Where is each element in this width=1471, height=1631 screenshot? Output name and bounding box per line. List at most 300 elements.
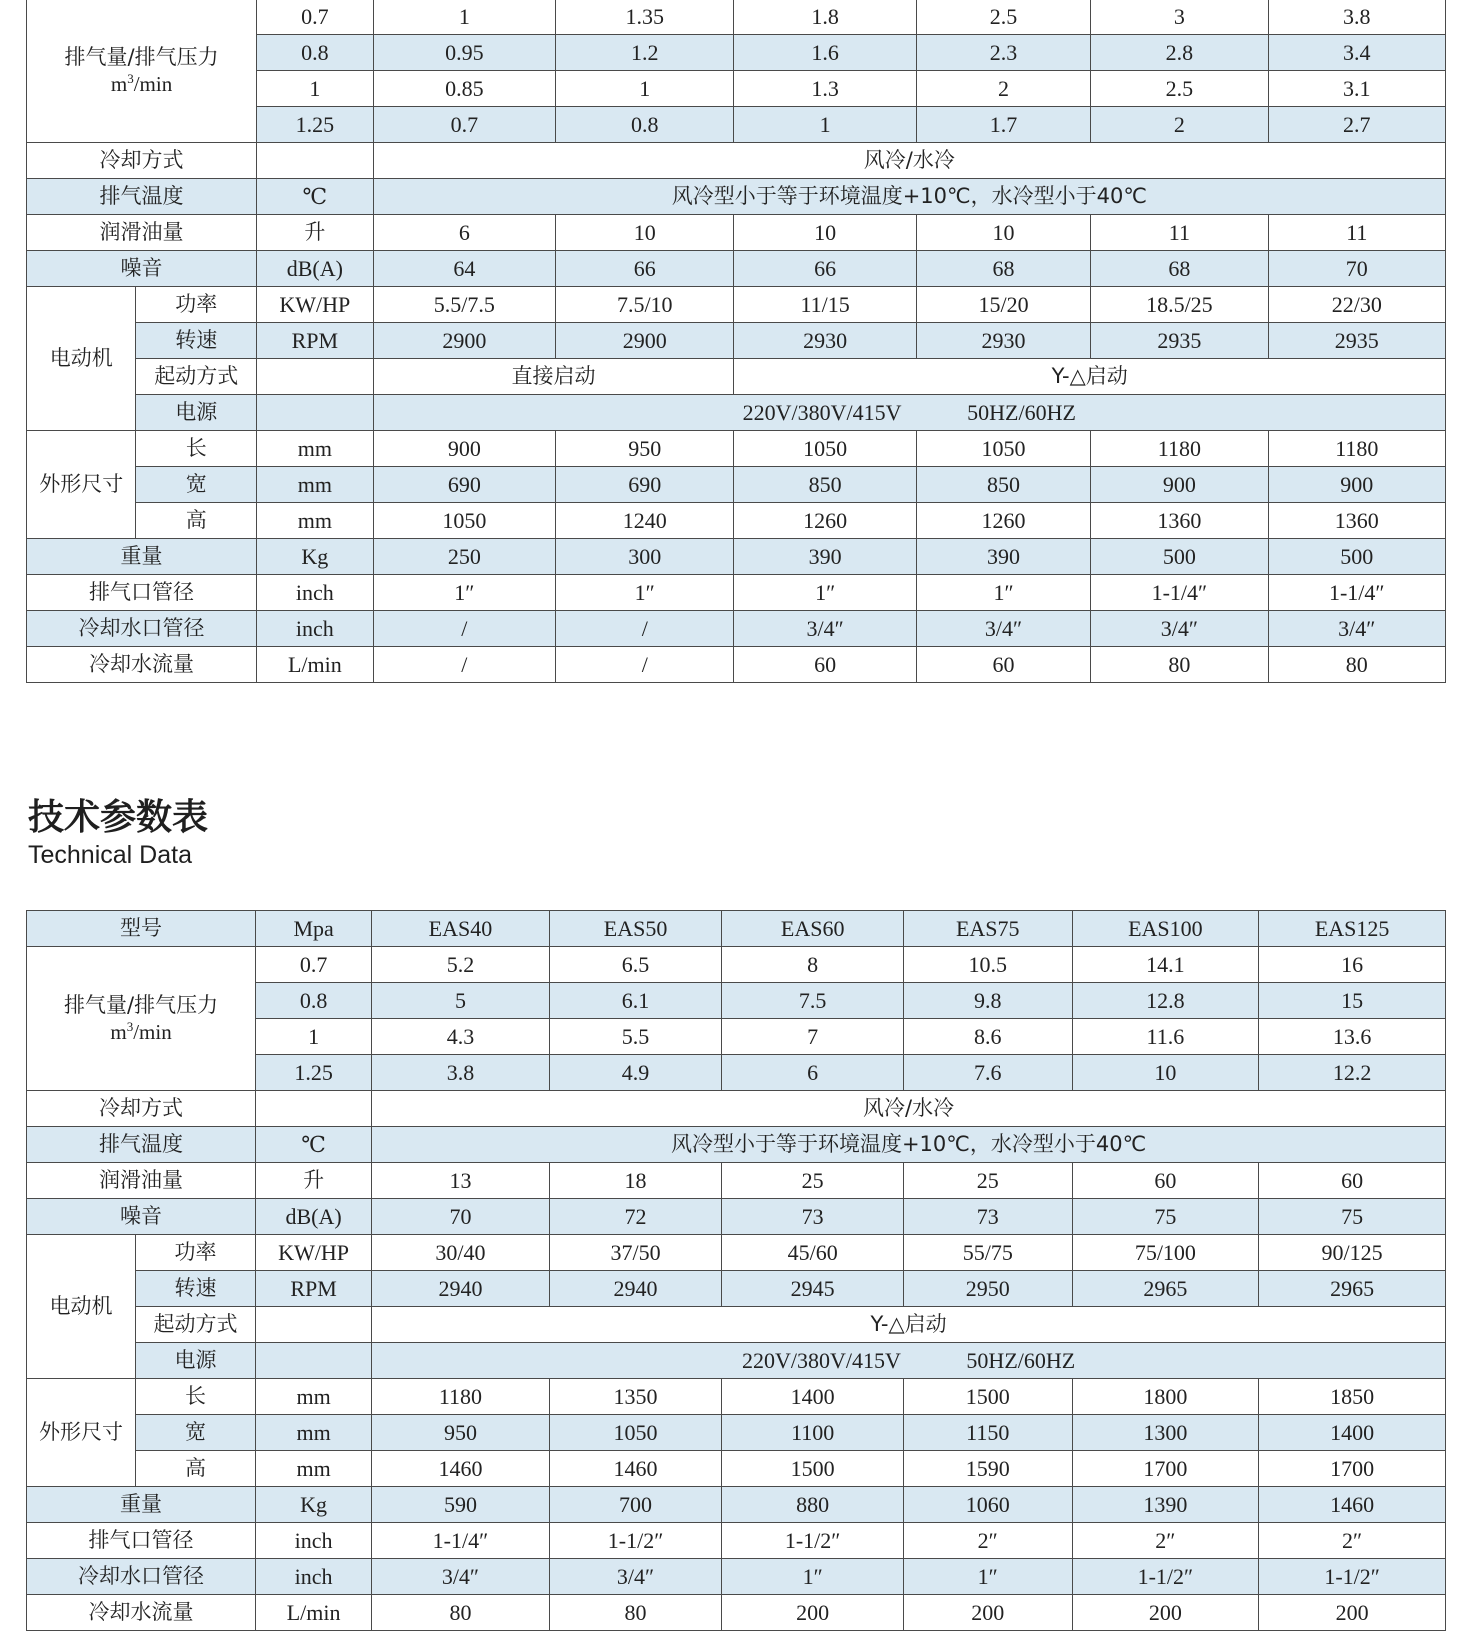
- value-cell: 1850: [1259, 1379, 1446, 1415]
- value-cell: 1-1/2″: [549, 1523, 722, 1559]
- value-cell: 45/60: [722, 1235, 904, 1271]
- value-cell: 3.1: [1268, 71, 1445, 107]
- value-cell: 0.7: [373, 107, 555, 143]
- value-cell: 2: [1091, 107, 1268, 143]
- value-cell: 70: [1268, 251, 1445, 287]
- value-cell: 1″: [722, 1559, 904, 1595]
- value-cell: 13: [372, 1163, 550, 1199]
- value-cell: 250: [373, 539, 555, 575]
- value-cell: 1350: [549, 1379, 722, 1415]
- air-delivery-label: 排气量/排气压力 $m^3/\min$: [27, 947, 256, 1091]
- power-label: 功率: [136, 287, 257, 323]
- value-cell: 590: [372, 1487, 550, 1523]
- speed-label: 转速: [135, 1271, 255, 1307]
- spec-table-2: [26, 910, 1446, 1631]
- value-cell: 1240: [556, 503, 734, 539]
- start-yd-value: Y-△启动: [734, 359, 1446, 395]
- value-cell: 2900: [556, 323, 734, 359]
- t2-speed-row: [27, 1271, 1446, 1307]
- cooling-value: 风冷/水冷: [373, 143, 1445, 179]
- cooling-label: 冷却方式: [27, 1091, 256, 1127]
- value-cell: 1-1/4″: [1268, 575, 1445, 611]
- value-cell: 300: [556, 539, 734, 575]
- value-cell: 1.6: [734, 35, 916, 71]
- value-cell: 14.1: [1072, 947, 1259, 983]
- unit-cell: [256, 1343, 372, 1379]
- value-cell: 66: [556, 251, 734, 287]
- value-cell: 1390: [1072, 1487, 1259, 1523]
- value-cell: 900: [1268, 467, 1445, 503]
- value-cell: 5.5/7.5: [373, 287, 555, 323]
- unit-cell: mm: [257, 431, 374, 467]
- value-cell: 880: [722, 1487, 904, 1523]
- temp-label: 排气温度: [27, 179, 257, 215]
- value-cell: 7: [722, 1019, 904, 1055]
- value-cell: 1180: [372, 1379, 550, 1415]
- water-inlet-label: 冷却水口管径: [27, 611, 257, 647]
- air-delivery-label: 排气量/排气压力 $m^3/\min$: [27, 0, 257, 143]
- spec-table-1: [26, 0, 1446, 683]
- oil-label: 润滑油量: [27, 215, 257, 251]
- section-heading: [28, 796, 208, 870]
- value-cell: 1500: [904, 1379, 1073, 1415]
- value-cell: 1-1/4″: [372, 1523, 550, 1559]
- value-cell: 1″: [734, 575, 916, 611]
- value-cell: 5.2: [372, 947, 550, 983]
- water-flow-label: 冷却水流量: [27, 647, 257, 683]
- value-cell: 18.5/25: [1091, 287, 1268, 323]
- value-cell: 1260: [734, 503, 916, 539]
- value-cell: 25: [904, 1163, 1073, 1199]
- value-cell: 3: [1091, 0, 1268, 35]
- value-cell: 12.8: [1072, 983, 1259, 1019]
- value-cell: 900: [373, 431, 555, 467]
- unit-cell: inch: [257, 611, 374, 647]
- t1-noise-row: [27, 251, 1446, 287]
- value-cell: 2″: [1259, 1523, 1446, 1559]
- value-cell: 6.5: [549, 947, 722, 983]
- value-cell: 390: [734, 539, 916, 575]
- t1-start-row: [27, 359, 1446, 395]
- width-label: 宽: [135, 1415, 255, 1451]
- value-cell: 8: [722, 947, 904, 983]
- unit-cell: [257, 143, 374, 179]
- value-cell: 500: [1268, 539, 1445, 575]
- value-cell: 1050: [916, 431, 1090, 467]
- model-header: EAS40: [372, 911, 550, 947]
- value-cell: 3/4″: [916, 611, 1090, 647]
- value-cell: 37/50: [549, 1235, 722, 1271]
- value-cell: 3/4″: [549, 1559, 722, 1595]
- value-cell: 73: [904, 1199, 1073, 1235]
- value-cell: 75: [1259, 1199, 1446, 1235]
- value-cell: 5: [372, 983, 550, 1019]
- value-cell: 1300: [1072, 1415, 1259, 1451]
- value-cell: 1460: [372, 1451, 550, 1487]
- value-cell: 73: [722, 1199, 904, 1235]
- weight-label: 重量: [27, 539, 257, 575]
- unit-cell: mm: [257, 503, 374, 539]
- value-cell: 2950: [904, 1271, 1073, 1307]
- value-cell: 500: [1091, 539, 1268, 575]
- width-label: 宽: [136, 467, 257, 503]
- value-cell: 2940: [372, 1271, 550, 1307]
- value-cell: 2.3: [916, 35, 1090, 71]
- model-header: EAS125: [1259, 911, 1446, 947]
- value-cell: 8.6: [904, 1019, 1073, 1055]
- value-cell: 950: [556, 431, 734, 467]
- value-cell: 80: [1091, 647, 1268, 683]
- t1-supply-row: [27, 395, 1446, 431]
- unit-cell: dB(A): [257, 251, 374, 287]
- t2-weight-row: [27, 1487, 1446, 1523]
- motor-label: 电动机: [27, 287, 136, 431]
- value-cell: 1.35: [556, 0, 734, 35]
- value-cell: 6: [373, 215, 555, 251]
- value-cell: 2.5: [916, 0, 1090, 35]
- unit-cell: 升: [257, 215, 374, 251]
- temp-value: 风冷型小于等于环境温度+10℃，水冷型小于40℃: [373, 179, 1445, 215]
- pressure-cell: 0.8: [257, 35, 374, 71]
- t2-noise-row: [27, 1199, 1446, 1235]
- value-cell: 1180: [1091, 431, 1268, 467]
- value-cell: 10: [916, 215, 1090, 251]
- value-cell: 80: [549, 1595, 722, 1631]
- dims-label: 外形尺寸: [27, 431, 136, 539]
- value-cell: 12.2: [1259, 1055, 1446, 1091]
- unit-cell: mm: [256, 1379, 372, 1415]
- value-cell: 1150: [904, 1415, 1073, 1451]
- unit-cell: KW/HP: [257, 287, 374, 323]
- value-cell: 15: [1259, 983, 1446, 1019]
- value-cell: 4.9: [549, 1055, 722, 1091]
- t2-height-row: [27, 1451, 1446, 1487]
- value-cell: 2: [916, 71, 1090, 107]
- value-cell: 1100: [722, 1415, 904, 1451]
- value-cell: 700: [549, 1487, 722, 1523]
- value-cell: 1-1/2″: [722, 1523, 904, 1559]
- value-cell: 7.5: [722, 983, 904, 1019]
- value-cell: /: [373, 611, 555, 647]
- value-cell: 1-1/4″: [1091, 575, 1268, 611]
- value-cell: 2965: [1259, 1271, 1446, 1307]
- value-cell: 1.8: [734, 0, 916, 35]
- value-cell: 3.8: [1268, 0, 1445, 35]
- water-inlet-label: 冷却水口管径: [27, 1559, 256, 1595]
- t2-start-row: [27, 1307, 1446, 1343]
- value-cell: 1.2: [556, 35, 734, 71]
- value-cell: 90/125: [1259, 1235, 1446, 1271]
- water-flow-label: 冷却水流量: [27, 1595, 256, 1631]
- value-cell: 1060: [904, 1487, 1073, 1523]
- value-cell: 10: [734, 215, 916, 251]
- pressure-cell: 1.25: [256, 1055, 372, 1091]
- value-cell: 60: [916, 647, 1090, 683]
- value-cell: 1360: [1268, 503, 1445, 539]
- value-cell: 1700: [1259, 1451, 1446, 1487]
- value-cell: 60: [734, 647, 916, 683]
- value-cell: 68: [916, 251, 1090, 287]
- t1-height-row: [27, 503, 1446, 539]
- pressure-cell: 0.8: [256, 983, 372, 1019]
- start-direct-value: 直接启动: [373, 359, 734, 395]
- value-cell: 1.7: [916, 107, 1090, 143]
- heading-title-zh: 技术参数表: [28, 797, 209, 838]
- supply-value: 220V/380V/415V 50HZ/60HZ: [372, 1343, 1446, 1379]
- value-cell: 16: [1259, 947, 1446, 983]
- start-label: 起动方式: [136, 359, 257, 395]
- value-cell: 3.4: [1268, 35, 1445, 71]
- value-cell: 1050: [373, 503, 555, 539]
- t1-length-row: [27, 431, 1446, 467]
- length-label: 长: [135, 1379, 255, 1415]
- temp-label: 排气温度: [27, 1127, 256, 1163]
- unit-cell: ℃: [257, 179, 374, 215]
- pressure-cell: 0.7: [257, 0, 374, 35]
- model-header: EAS100: [1072, 911, 1259, 947]
- speed-label: 转速: [136, 323, 257, 359]
- model-header: EAS50: [549, 911, 722, 947]
- unit-cell: RPM: [257, 323, 374, 359]
- outlet-label: 排气口管径: [27, 575, 257, 611]
- value-cell: 1050: [734, 431, 916, 467]
- value-cell: 1″: [916, 575, 1090, 611]
- value-cell: 10: [556, 215, 734, 251]
- value-cell: 1590: [904, 1451, 1073, 1487]
- value-cell: 60: [1259, 1163, 1446, 1199]
- t2-flow-row-1: [27, 947, 1446, 983]
- value-cell: 7.6: [904, 1055, 1073, 1091]
- value-cell: 2″: [1072, 1523, 1259, 1559]
- value-cell: 3/4″: [734, 611, 916, 647]
- value-cell: 15/20: [916, 287, 1090, 323]
- value-cell: 66: [734, 251, 916, 287]
- unit-cell: [256, 1091, 372, 1127]
- value-cell: 2940: [549, 1271, 722, 1307]
- value-cell: 1700: [1072, 1451, 1259, 1487]
- value-cell: 1″: [373, 575, 555, 611]
- value-cell: 1400: [1259, 1415, 1446, 1451]
- unit-cell: L/min: [256, 1595, 372, 1631]
- value-cell: 80: [372, 1595, 550, 1631]
- t2-cooling-row: [27, 1091, 1446, 1127]
- value-cell: /: [373, 647, 555, 683]
- unit-cell: mm: [256, 1415, 372, 1451]
- t2-supply-row: [27, 1343, 1446, 1379]
- t1-oil-row: [27, 215, 1446, 251]
- value-cell: 1460: [1259, 1487, 1446, 1523]
- length-label: 长: [136, 431, 257, 467]
- unit-cell: mm: [256, 1451, 372, 1487]
- value-cell: 200: [1259, 1595, 1446, 1631]
- t1-temp-row: [27, 179, 1446, 215]
- value-cell: 3/4″: [1268, 611, 1445, 647]
- model-header: EAS60: [722, 911, 904, 947]
- power-label: 功率: [135, 1235, 255, 1271]
- value-cell: 25: [722, 1163, 904, 1199]
- value-cell: 3/4″: [372, 1559, 550, 1595]
- t1-power-row: [27, 287, 1446, 323]
- model-label: 型号: [27, 911, 256, 947]
- unit-cell: [257, 359, 374, 395]
- value-cell: 5.5: [549, 1019, 722, 1055]
- t2-oil-row: [27, 1163, 1446, 1199]
- pressure-cell: 0.7: [256, 947, 372, 983]
- weight-label: 重量: [27, 1487, 256, 1523]
- value-cell: 75: [1072, 1199, 1259, 1235]
- value-cell: 13.6: [1259, 1019, 1446, 1055]
- t1-weight-row: [27, 539, 1446, 575]
- value-cell: 75/100: [1072, 1235, 1259, 1271]
- value-cell: /: [556, 647, 734, 683]
- value-cell: 200: [722, 1595, 904, 1631]
- value-cell: 72: [549, 1199, 722, 1235]
- unit-cell: Kg: [256, 1487, 372, 1523]
- outlet-label: 排气口管径: [27, 1523, 256, 1559]
- t1-cooling-row: [27, 143, 1446, 179]
- start-label: 起动方式: [135, 1307, 255, 1343]
- value-cell: 2900: [373, 323, 555, 359]
- value-cell: 1800: [1072, 1379, 1259, 1415]
- oil-label: 润滑油量: [27, 1163, 256, 1199]
- value-cell: 1″: [556, 575, 734, 611]
- unit-cell: mm: [257, 467, 374, 503]
- supply-label: 电源: [136, 395, 257, 431]
- value-cell: 1180: [1268, 431, 1445, 467]
- noise-label: 噪音: [27, 1199, 256, 1235]
- t2-width-row: [27, 1415, 1446, 1451]
- cooling-label: 冷却方式: [27, 143, 257, 179]
- heading-title-en: Technical Data: [28, 841, 192, 870]
- t1-width-row: [27, 467, 1446, 503]
- value-cell: 0.95: [373, 35, 555, 71]
- t1-water-inlet-row: [27, 611, 1446, 647]
- value-cell: 1260: [916, 503, 1090, 539]
- unit-cell: RPM: [256, 1271, 372, 1307]
- value-cell: 1: [556, 71, 734, 107]
- value-cell: 1: [734, 107, 916, 143]
- unit-cell: Kg: [257, 539, 374, 575]
- t1-flow-row-1: [27, 0, 1446, 35]
- value-cell: 2.8: [1091, 35, 1268, 71]
- unit-cell: L/min: [257, 647, 374, 683]
- value-cell: 11: [1091, 215, 1268, 251]
- value-cell: 3.8: [372, 1055, 550, 1091]
- value-cell: 200: [1072, 1595, 1259, 1631]
- value-cell: 6: [722, 1055, 904, 1091]
- t2-water-flow-row: [27, 1595, 1446, 1631]
- value-cell: 2935: [1091, 323, 1268, 359]
- value-cell: 0.8: [556, 107, 734, 143]
- t2-outlet-row: [27, 1523, 1446, 1559]
- t1-speed-row: [27, 323, 1446, 359]
- unit-cell: Mpa: [256, 911, 372, 947]
- t2-temp-row: [27, 1127, 1446, 1163]
- value-cell: /: [556, 611, 734, 647]
- value-cell: 30/40: [372, 1235, 550, 1271]
- supply-value: 220V/380V/415V 50HZ/60HZ: [373, 395, 1445, 431]
- t2-water-inlet-row: [27, 1559, 1446, 1595]
- t2-power-row: [27, 1235, 1446, 1271]
- t2-length-row: [27, 1379, 1446, 1415]
- value-cell: 1-1/2″: [1259, 1559, 1446, 1595]
- unit-cell: [257, 395, 374, 431]
- supply-label: 电源: [135, 1343, 255, 1379]
- value-cell: 11/15: [734, 287, 916, 323]
- value-cell: 4.3: [372, 1019, 550, 1055]
- noise-label: 噪音: [27, 251, 257, 287]
- value-cell: 2930: [734, 323, 916, 359]
- value-cell: 7.5/10: [556, 287, 734, 323]
- unit-cell: KW/HP: [256, 1235, 372, 1271]
- value-cell: 390: [916, 539, 1090, 575]
- temp-value: 风冷型小于等于环境温度+10℃，水冷型小于40℃: [372, 1127, 1446, 1163]
- value-cell: 2930: [916, 323, 1090, 359]
- value-cell: 2″: [904, 1523, 1073, 1559]
- unit-cell: 升: [256, 1163, 372, 1199]
- start-yd-value: Y-△启动: [372, 1307, 1446, 1343]
- value-cell: 70: [372, 1199, 550, 1235]
- value-cell: 80: [1268, 647, 1445, 683]
- value-cell: 1460: [549, 1451, 722, 1487]
- value-cell: 850: [916, 467, 1090, 503]
- unit-cell: [256, 1307, 372, 1343]
- value-cell: 9.8: [904, 983, 1073, 1019]
- value-cell: 10.5: [904, 947, 1073, 983]
- t1-water-flow-row: [27, 647, 1446, 683]
- value-cell: 6.1: [549, 983, 722, 1019]
- value-cell: 200: [904, 1595, 1073, 1631]
- unit-cell: ℃: [256, 1127, 372, 1163]
- value-cell: 2965: [1072, 1271, 1259, 1307]
- value-cell: 60: [1072, 1163, 1259, 1199]
- value-cell: 1.3: [734, 71, 916, 107]
- value-cell: 3/4″: [1091, 611, 1268, 647]
- value-cell: 10: [1072, 1055, 1259, 1091]
- value-cell: 22/30: [1268, 287, 1445, 323]
- value-cell: 1: [373, 0, 555, 35]
- value-cell: 690: [556, 467, 734, 503]
- height-label: 高: [136, 503, 257, 539]
- value-cell: 18: [549, 1163, 722, 1199]
- value-cell: 1050: [549, 1415, 722, 1451]
- value-cell: 55/75: [904, 1235, 1073, 1271]
- t2-header-row: [27, 911, 1446, 947]
- pressure-cell: 1: [256, 1019, 372, 1055]
- value-cell: 690: [373, 467, 555, 503]
- unit-cell: dB(A): [256, 1199, 372, 1235]
- t1-outlet-row: [27, 575, 1446, 611]
- model-header: EAS75: [904, 911, 1073, 947]
- value-cell: 2.5: [1091, 71, 1268, 107]
- value-cell: 1500: [722, 1451, 904, 1487]
- value-cell: 2935: [1268, 323, 1445, 359]
- value-cell: 1360: [1091, 503, 1268, 539]
- dims-label: 外形尺寸: [27, 1379, 136, 1487]
- value-cell: 64: [373, 251, 555, 287]
- value-cell: 0.85: [373, 71, 555, 107]
- value-cell: 68: [1091, 251, 1268, 287]
- unit-cell: inch: [257, 575, 374, 611]
- value-cell: 2.7: [1268, 107, 1445, 143]
- pressure-cell: 1.25: [257, 107, 374, 143]
- unit-cell: inch: [256, 1559, 372, 1595]
- value-cell: 1400: [722, 1379, 904, 1415]
- height-label: 高: [135, 1451, 255, 1487]
- motor-label: 电动机: [27, 1235, 136, 1379]
- value-cell: 1-1/2″: [1072, 1559, 1259, 1595]
- unit-cell: inch: [256, 1523, 372, 1559]
